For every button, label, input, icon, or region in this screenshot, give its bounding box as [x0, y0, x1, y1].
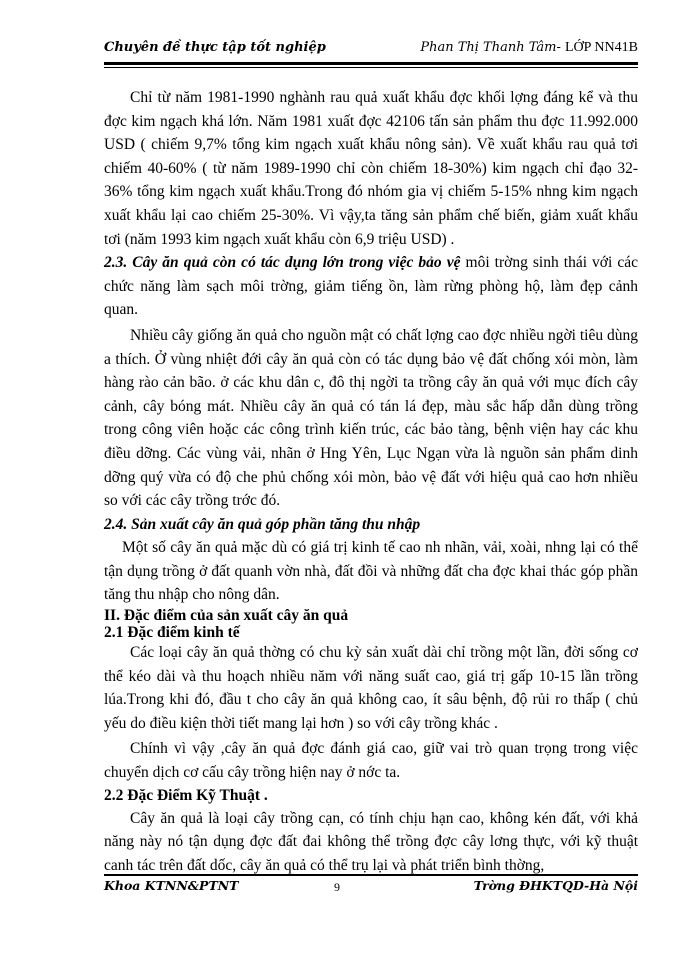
paragraph-economic: Các loại cây ăn quả thờng có chu kỳ sản xuất dài chỉ trồng một lần, đời sống cơ thể kéo dài và thu hoạch nhiều năm với năng suất cao, giá trị gấp 10-15 lần trồng lúa.Trong khi đó, đầu t cho cây ăn quả không cao, ít sâu bệnh, độ rủi ro thấp ( chủ yếu do điều kiện thời tiết mang lại hơn ) so với cây trồng khác . — [104, 644, 638, 732]
footer-faculty: Khoa KTNN&PTNT — [104, 878, 239, 893]
header-class: LỚP NN41B — [565, 40, 638, 55]
footer-rule — [104, 874, 638, 876]
section-2-3-text: môi trờng sinh thái với các chức năng làm sạch môi trờng, giảm tiếng ồn, làm rừng phòng hộ, làm đẹp cảnh quan. — [104, 254, 638, 319]
paragraph-income: Một số cây ăn quả mặc dù có giá trị kinh tế cao nh nhãn, vải, xoài, nhng lại có thể tận dụng trồng ở đất quanh vờn nhà, đất đồi và những đất cha đợc khai thác góp phần tăng thu nhập cho nông dân. — [104, 539, 638, 604]
heading-2-1: 2.1 Đặc điểm kinh tế — [104, 624, 240, 642]
section-2-4-title: 2.4. Sản xuất cây ăn quả góp phần tăng thu nhập — [104, 515, 421, 533]
header-author — [420, 40, 638, 56]
page-body — [104, 86, 638, 877]
paragraph-conclusion: Chính vì vậy ,cây ăn quả đợc đánh giá cao, giữ vai trò quan trọng trong việc chuyển dịch cơ cấu cây trồng hiện nay ở nớc ta. — [104, 740, 638, 782]
footer-university: Trờng ĐHKTQD-Hà Nội — [473, 878, 638, 893]
paragraph-export: Chỉ từ năm 1981-1990 nghành rau quả xuất khẩu đợc khối lợng đáng kể và thu đợc kim ngạch khá lớn. Năm 1981 xuất đợc 42106 tấn sản phẩm thu đợc 11.992.000 USD ( chiếm 9,7% tổng kim ngạch xuất khẩu nông sản). Về xuất khẩu rau quả tơi chiếm 40-60% ( từ năm 1989-1990 chỉ còn chiếm 18-30%) kim ngạch chỉ đạo 32-36% tổng kim ngạch xuất khẩu.Trong đó nhóm gia vị chiếm 5-15% nhng kim ngạch xuất khẩu lại cao chiếm 25-30%. Vì vậy,ta tăng sản phẩm chế biến, giảm xuất khẩu tơi (năm 1993 kim ngạch xuất khẩu còn 6,9 triệu USD) . — [104, 89, 638, 248]
header-title: Chuyên đề thực tập tốt nghiệp — [104, 40, 326, 55]
header-author-name: Phan Thị Thanh Tâm- — [420, 40, 561, 55]
paragraph-technical: Cây ăn quả là loại cây trồng cạn, có tính chịu hạn cao, không kén đất, với khả năng này nó tận dụng đợc đất đai không thể trồng đợc cây lơng thực, với kỹ thuật canh tác trên đất dốc, cây ăn quả có thể trụ lại và phát triển bình thờng, — [104, 809, 638, 874]
page-footer — [104, 878, 638, 898]
section-2-3 — [104, 251, 638, 322]
heading-2-2: 2.2 Đặc Điểm Kỹ Thuật . — [104, 786, 268, 804]
page-header — [104, 36, 638, 60]
page-number: 9 — [334, 880, 340, 894]
header-rule-thin — [104, 67, 638, 68]
header-rule-thick — [104, 62, 638, 65]
section-2-3-title: 2.3. Cây ăn quả còn có tác dụng lớn trong việc bảo vệ — [104, 254, 461, 272]
heading-II: II. Đặc điểm của sản xuất cây ăn quả — [104, 607, 349, 625]
paragraph-environment: Nhiều cây giống ăn quả cho nguồn mật có chất lợng cao đợc nhiều ngời tiêu dùng a thích. Ở vùng nhiệt đới cây ăn quả còn có tác dụng bảo vệ đất chống xói mòn, làm hàng rào cản bão. ở các khu dân c, đô thị ngời ta trồng cây ăn quả với mục đích cây cảnh, cây bóng mát. Nhiều cây ăn quả có tán lá đẹp, màu sắc hấp dẫn dùng trồng trong công viên hoặc các công trình kiến trúc, các bảo tàng, bệnh viện hay các khu điều dỡng. Các vùng vải, nhãn ở Hng Yên, Lục Ngạn vừa là nguồn sản phẩm dinh dỡng quý vừa có độ che phủ chống xói mòn, bảo vệ đất với hiệu quả cao hơn nhiều so với các cây trồng trớc đó. — [104, 326, 638, 510]
